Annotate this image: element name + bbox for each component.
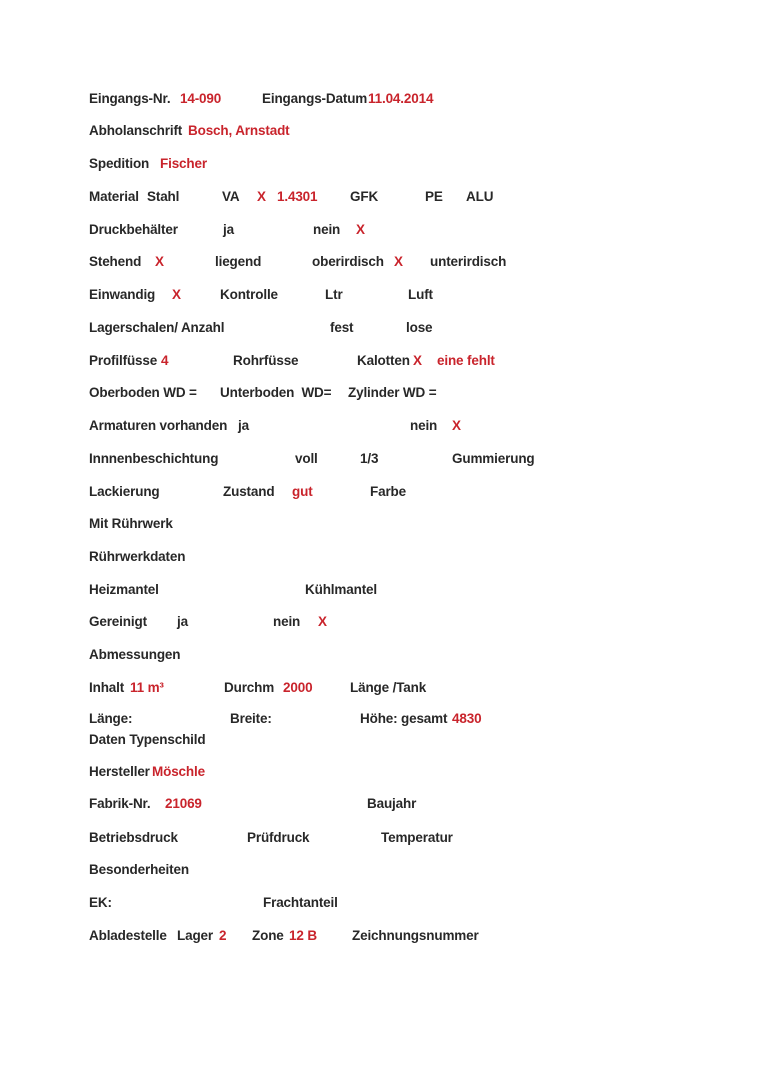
line-hersteller <box>0 762 764 782</box>
lager-value: 2 <box>219 928 227 943</box>
temperatur-label: Temperatur <box>381 830 453 845</box>
line-spedition <box>0 154 764 174</box>
gereinigt-label: Gereinigt <box>89 614 147 629</box>
ruehrwerkdaten-label: Rührwerkdaten <box>89 549 186 564</box>
gesamt-label: gesamt <box>401 711 448 726</box>
oberirdisch-mark: X <box>394 254 403 269</box>
abholanschrift-value: Bosch, Arnstadt <box>188 123 290 138</box>
ltr-label: Ltr <box>325 287 343 302</box>
zone-label: Zone <box>252 928 284 943</box>
laenge-label: Länge: <box>89 711 133 726</box>
hersteller-value: Möschle <box>152 764 205 779</box>
abmessungen-label: Abmessungen <box>89 647 181 662</box>
line-einwandig <box>0 285 764 305</box>
hoehe-value: 4830 <box>452 711 482 726</box>
eingangs-nr-value: 14-090 <box>180 91 222 106</box>
line-ruehrwerkdaten <box>0 547 764 567</box>
besonderheiten-label: Besonderheiten <box>89 862 189 877</box>
betriebsdruck-label: Betriebsdruck <box>89 830 178 845</box>
lagerschalen-label: Lagerschalen/ Anzahl <box>89 320 225 335</box>
material-label: Material <box>89 189 139 204</box>
line-inhalt <box>0 678 764 698</box>
line-masse <box>0 709 764 729</box>
line-eingang <box>0 89 764 109</box>
ek-label: EK: <box>89 895 112 910</box>
abladestelle-label: Abladestelle <box>89 928 167 943</box>
spedition-value: Fischer <box>160 156 207 171</box>
farbe-label: Farbe <box>370 484 407 499</box>
line-gereinigt <box>0 612 764 632</box>
spedition-label: Spedition <box>89 156 150 171</box>
druckbehaelter-option-ja: ja <box>223 222 234 237</box>
luft-label: Luft <box>408 287 433 302</box>
line-fuesse <box>0 351 764 371</box>
voll-option: voll <box>295 451 318 466</box>
lager-label: Lager <box>177 928 214 943</box>
armaturen-nein-mark: X <box>452 418 461 433</box>
mit-ruehrwerk-label: Mit Rührwerk <box>89 516 173 531</box>
druckbehaelter-label: Druckbehälter <box>89 222 178 237</box>
liegend-option: liegend <box>215 254 262 269</box>
fabrik-nr-value: 21069 <box>165 796 202 811</box>
line-druecke <box>0 828 764 848</box>
gummierung-option: Gummierung <box>452 451 535 466</box>
profilfuesse-label: Profilfüsse <box>89 353 158 368</box>
stehend-mark: X <box>155 254 164 269</box>
durchm-value: 2000 <box>283 680 313 695</box>
material-va-mark: X <box>257 189 266 204</box>
line-mit-ruehrwerk <box>0 514 764 534</box>
lose-option: lose <box>406 320 433 335</box>
line-typenschild <box>0 730 764 750</box>
einwandig-label: Einwandig <box>89 287 156 302</box>
abholanschrift-label: Abholanschrift <box>89 123 183 138</box>
line-besonderheiten <box>0 860 764 880</box>
material-option-pe: PE <box>425 189 443 204</box>
kalotten-label: Kalotten <box>357 353 410 368</box>
kalotten-mark: X <box>413 353 422 368</box>
line-material <box>0 187 764 207</box>
material-option-alu: ALU <box>466 189 494 204</box>
fabrik-nr-label: Fabrik-Nr. <box>89 796 151 811</box>
unterirdisch-option: unterirdisch <box>430 254 507 269</box>
hersteller-label: Hersteller <box>89 764 150 779</box>
fest-option: fest <box>330 320 354 335</box>
kuehlmantel-label: Kühlmantel <box>305 582 378 597</box>
line-druckbehaelter <box>0 220 764 240</box>
line-abholanschrift <box>0 121 764 141</box>
armaturen-option-nein: nein <box>410 418 438 433</box>
kalotten-note: eine fehlt <box>437 353 495 368</box>
line-lagerschalen <box>0 318 764 338</box>
line-boeden <box>0 383 764 403</box>
material-option-va: VA <box>222 189 240 204</box>
line-mantel <box>0 580 764 600</box>
stehend-label: Stehend <box>89 254 142 269</box>
line-innenbeschichtung <box>0 449 764 469</box>
zeichnungsnummer-label: Zeichnungsnummer <box>352 928 479 943</box>
inhalt-value: 11 m³ <box>130 680 164 695</box>
eingangs-nr-label: Eingangs-Nr. <box>89 91 171 106</box>
line-abmessungen <box>0 645 764 665</box>
laenge-tank-label: Länge /Tank <box>350 680 427 695</box>
kontrolle-label: Kontrolle <box>220 287 278 302</box>
inhalt-label: Inhalt <box>89 680 125 695</box>
gereinigt-option-nein: nein <box>273 614 301 629</box>
druckbehaelter-option-nein: nein <box>313 222 341 237</box>
material-option-gfk: GFK <box>350 189 379 204</box>
line-fabrik <box>0 794 764 814</box>
drittel-option: 1/3 <box>360 451 379 466</box>
zustand-value: gut <box>292 484 313 499</box>
oberirdisch-option: oberirdisch <box>312 254 384 269</box>
lackierung-label: Lackierung <box>89 484 160 499</box>
eingangs-datum-value: 11.04.2014 <box>368 91 434 106</box>
durchm-label: Durchm <box>224 680 275 695</box>
gereinigt-nein-mark: X <box>318 614 327 629</box>
gereinigt-option-ja: ja <box>177 614 188 629</box>
zylinder-label: Zylinder WD = <box>348 385 437 400</box>
eingangs-datum-label: Eingangs-Datum <box>262 91 368 106</box>
line-stehend <box>0 252 764 272</box>
line-abladestelle <box>0 926 764 946</box>
frachtanteil-label: Frachtanteil <box>263 895 338 910</box>
innenbeschichtung-label: Innnenbeschichtung <box>89 451 219 466</box>
baujahr-label: Baujahr <box>367 796 417 811</box>
line-lackierung <box>0 482 764 502</box>
druckbehaelter-nein-mark: X <box>356 222 365 237</box>
zustand-label: Zustand <box>223 484 275 499</box>
line-ek <box>0 893 764 913</box>
rohrfuesse-label: Rohrfüsse <box>233 353 299 368</box>
zone-value: 12 B <box>289 928 317 943</box>
hoehe-label: Höhe: <box>360 711 398 726</box>
oberboden-label: Oberboden WD = <box>89 385 197 400</box>
line-armaturen <box>0 416 764 436</box>
heizmantel-label: Heizmantel <box>89 582 159 597</box>
daten-typenschild-label: Daten Typenschild <box>89 732 206 747</box>
material-va-value: 1.4301 <box>277 189 318 204</box>
einwandig-mark: X <box>172 287 181 302</box>
pruefdruck-label: Prüfdruck <box>247 830 310 845</box>
breite-label: Breite: <box>230 711 272 726</box>
armaturen-option-ja: ja <box>238 418 249 433</box>
material-option-stahl: Stahl <box>147 189 180 204</box>
armaturen-label: Armaturen vorhanden <box>89 418 228 433</box>
profilfuesse-value: 4 <box>161 353 169 368</box>
unterboden-label: Unterboden WD= <box>220 385 332 400</box>
